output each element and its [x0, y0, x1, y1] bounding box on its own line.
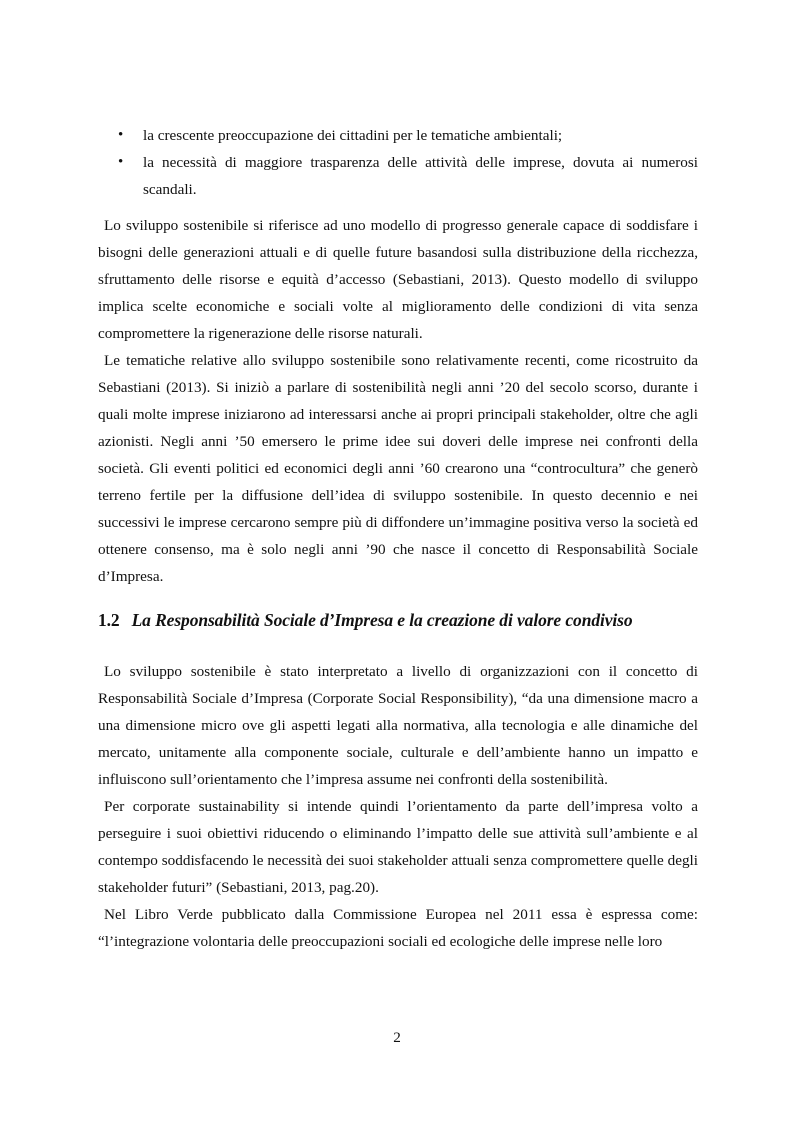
section-number: 1.2	[98, 610, 120, 630]
bullet-item: • la crescente preoccupazione dei cittadini per le tematiche ambientali;	[98, 122, 698, 149]
document-page	[98, 122, 698, 955]
spacer	[98, 590, 698, 608]
body-paragraph: Le tematiche relative allo sviluppo sostenibile sono relativamente recenti, come ricostruito da Sebastiani (2013). Si iniziò a parlare di sostenibilità negli anni ’20 del secolo scorso, durante i quali molte imprese iniziarono ad interessarsi anche ai propri principali stakeholder, oltre che agli azionisti. Negli anni ’50 emersero le prime idee sui doveri delle imprese nei confronti della società. Gli eventi politici ed economici degli anni ’60 crearono una “controcultura” che generò terreno fertile per la diffusione dell’idea di sviluppo sostenibile. In questo decennio e nei successivi le imprese cercarono sempre più di diffondere un’immagine positiva verso la società ed ottenere consenso, ma è solo negli anni ’90 che nasce il concetto di Responsabilità Sociale d’Impresa.	[98, 352, 698, 585]
bullet-list	[98, 122, 698, 203]
body-paragraph: Per corporate sustainability si intende quindi l’orientamento da parte dell’impresa volto a perseguire i suoi obiettivi riducendo o eliminando l’impatto delle sue attività sull’ambiente e al contempo soddisfacendo le necessità dei suoi stakeholder attuali senza compromettere quelle degli stakeholder futuri” (Sebastiani, 2013, pag.20).	[98, 798, 698, 896]
section-heading	[98, 608, 698, 632]
spacer	[98, 203, 698, 212]
body-paragraph: Nel Libro Verde pubblicato dalla Commissione Europea nel 2011 essa è espressa come: “l’integrazione volontaria delle preoccupazioni sociali ed ecologiche delle imprese nelle loro	[98, 906, 698, 950]
spacer	[98, 632, 698, 658]
bullet-item: • la necessità di maggiore trasparenza delle attività delle imprese, dovuta ai numerosi scandali.	[98, 149, 698, 203]
body-paragraph: Lo sviluppo sostenibile è stato interpretato a livello di organizzazioni con il concetto di Responsabilità Sociale d’Impresa (Corporate Social Responsibility), “da una dimensione macro a una dimensione micro ove gli aspetti legati alla normativa, alla tecnologia e alle dinamiche del mercato, unitamente alla componente sociale, culturale e dell’ambiente hanno un impatto e influiscono sull’orientamento che l’impresa assume nei confronti della sostenibilità.	[98, 663, 698, 788]
body-paragraph: Lo sviluppo sostenibile si riferisce ad uno modello di progresso generale capace di soddisfare i bisogni delle generazioni attuali e di quelle future basandosi sulla distribuzione della ricchezza, sfruttamento delle risorse e equità d’accesso (Sebastiani, 2013). Questo modello di sviluppo implica scelte economiche e sociali volte al miglioramento delle condizioni di vita senza compromettere la rigenerazione delle risorse naturali.	[98, 217, 698, 342]
section-title: La Responsabilità Sociale d’Impresa e la creazione di valore condiviso	[131, 610, 633, 630]
page-number: 2	[393, 1029, 401, 1046]
